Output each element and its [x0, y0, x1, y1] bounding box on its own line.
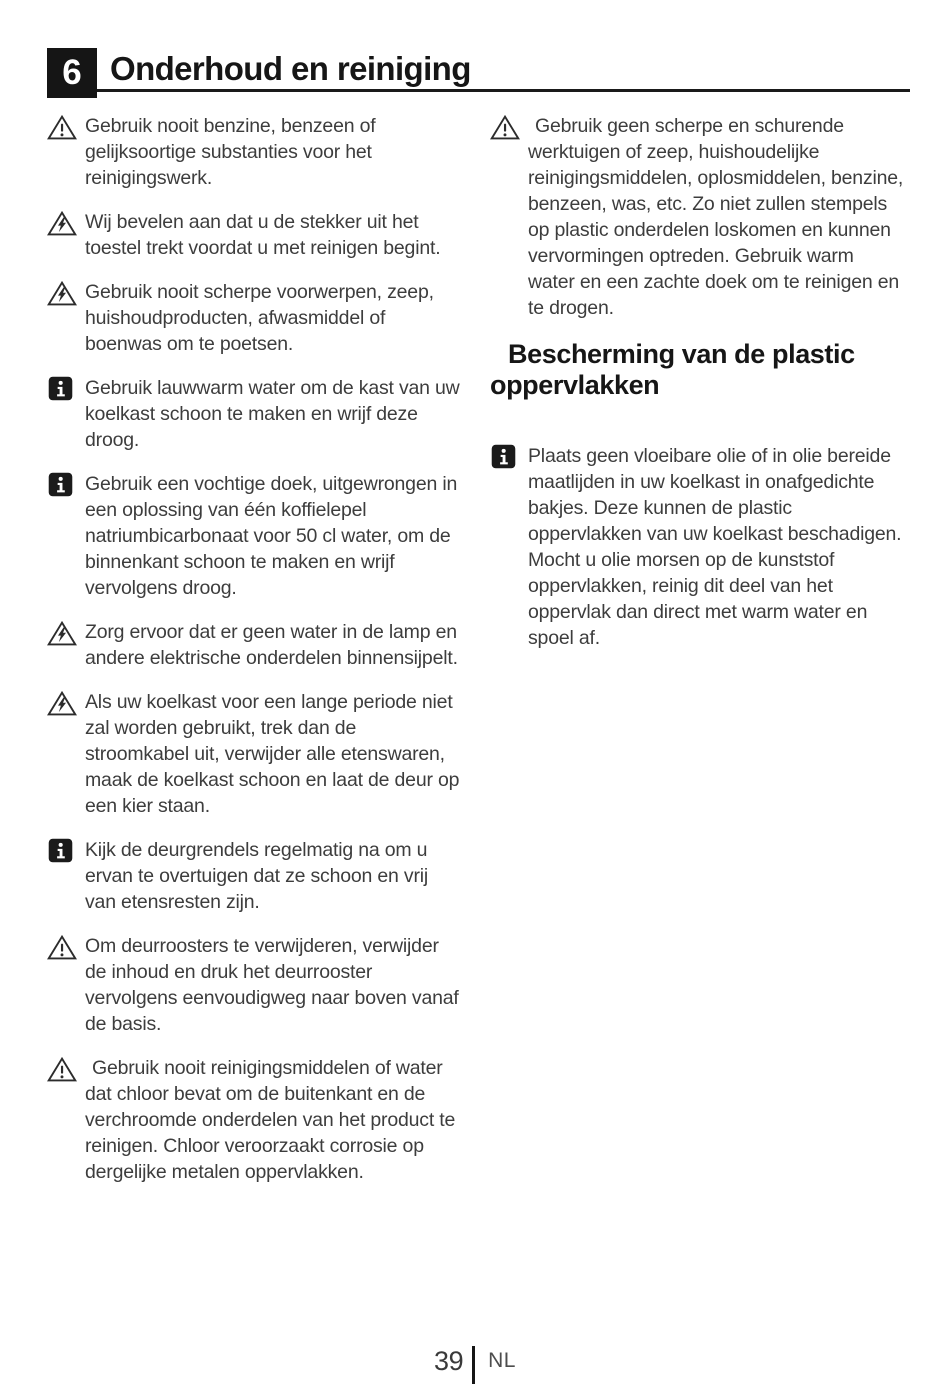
- section-heading: Bescherming van de plastic oppervlakken: [490, 339, 855, 400]
- warning-triangle-icon: [490, 113, 521, 141]
- info-square-icon: [490, 443, 521, 469]
- electric-hazard-triangle-icon: [47, 279, 78, 307]
- notice-item: [490, 443, 905, 651]
- notice-item: [490, 113, 905, 321]
- page-number: 39: [434, 1345, 464, 1376]
- warning-triangle-icon: [47, 113, 78, 141]
- notice-item: [47, 933, 462, 1037]
- notice-item: [47, 471, 462, 601]
- notice-text: Gebruik nooit benzine, benzeen of gelijksoortige substanties voor het reinigingswerk.: [85, 115, 376, 189]
- notice-text: Om deurroosters te verwijderen, verwijder de inhoud en druk het deurrooster vervolgens eenvoudigweg naar boven vanaf de basis.: [85, 935, 459, 1035]
- footer-divider: [472, 1346, 475, 1384]
- notice-text: Zorg ervoor dat er geen water in de lamp en andere elektrische onderdelen binnensijpelt.: [85, 621, 458, 669]
- notice-text: Kijk de deurgrendels regelmatig na om u ervan te overtuigen dat ze schoon en vrij van etensresten zijn.: [85, 839, 429, 913]
- notice-text: Plaats geen vloeibare olie of in olie bereide maatlijden in uw koelkast in onafgedichte bakjes. Deze kunnen de plastic oppervlakken van uw koelkast beschadigen. Mocht u olie morsen op de kunststof oppervlakken, reinig dit deel van het oppervlak dan direct met warm water en spoel af.: [528, 445, 902, 649]
- notice-text: Gebruik lauwwarm water om de kast van uw koelkast schoon te maken en wrijf deze droog.: [85, 377, 460, 451]
- chapter-title: Onderhoud en reiniging: [110, 50, 471, 87]
- notice-item: [47, 689, 462, 819]
- chapter-header: [47, 48, 910, 100]
- electric-hazard-triangle-icon: [47, 619, 78, 647]
- right-column: [490, 113, 905, 1203]
- notice-text: Als uw koelkast voor een lange periode niet zal worden gebruikt, trek dan de stroomkabel uit, verwijder alle etenswaren, maak de koelkast schoon en laat de deur op een kier staan.: [85, 691, 460, 817]
- notice-item: [47, 837, 462, 915]
- notice-text: Gebruik nooit scherpe voorwerpen, zeep, huishoudproducten, afwasmiddel of boenwas om te poetsen.: [85, 281, 434, 355]
- notice-item: [47, 619, 462, 671]
- notice-item: [47, 1055, 462, 1185]
- page-footer: [0, 1338, 950, 1384]
- notice-item: [47, 279, 462, 357]
- content-columns: [0, 100, 950, 1203]
- notice-text: Wij bevelen aan dat u de stekker uit het toestel trekt voordat u met reinigen begint.: [85, 211, 441, 259]
- info-square-icon: [47, 837, 78, 863]
- chapter-number-badge: 6: [47, 48, 97, 98]
- notice-text: Gebruik nooit reinigingsmiddelen of water dat chloor bevat om de buitenkant en de verchroomde onderdelen van het product te reinigen. Chloor veroorzaakt corrosie op dergelijke metalen oppervlakken.: [85, 1057, 456, 1183]
- electric-hazard-triangle-icon: [47, 209, 78, 237]
- left-column: [47, 113, 462, 1203]
- warning-triangle-icon: [47, 933, 78, 961]
- electric-hazard-triangle-icon: [47, 689, 78, 717]
- notice-text: Gebruik geen scherpe en schurende werktuigen of zeep, huishoudelijke reinigingsmiddelen, oplosmiddelen, benzine, benzeen, was, etc. Zo niet zullen stempels op plastic onderdelen loskomen en kunnen vervormingen optreden. Gebruik warm water en een zachte doek om te reinigen en te drogen.: [528, 115, 904, 319]
- info-square-icon: [47, 375, 78, 401]
- info-square-icon: [47, 471, 78, 497]
- notice-item: [47, 113, 462, 191]
- notice-text: Gebruik een vochtige doek, uitgewrongen in een oplossing van één koffielepel natriumbicarbonaat voor 50 cl water, om de binnenkant schoon te maken en wrijf vervolgens droog.: [85, 473, 458, 599]
- notice-item: [47, 375, 462, 453]
- notice-item: [47, 209, 462, 261]
- header-rule: [47, 89, 910, 92]
- warning-triangle-icon: [47, 1055, 78, 1083]
- language-code: NL: [488, 1349, 516, 1372]
